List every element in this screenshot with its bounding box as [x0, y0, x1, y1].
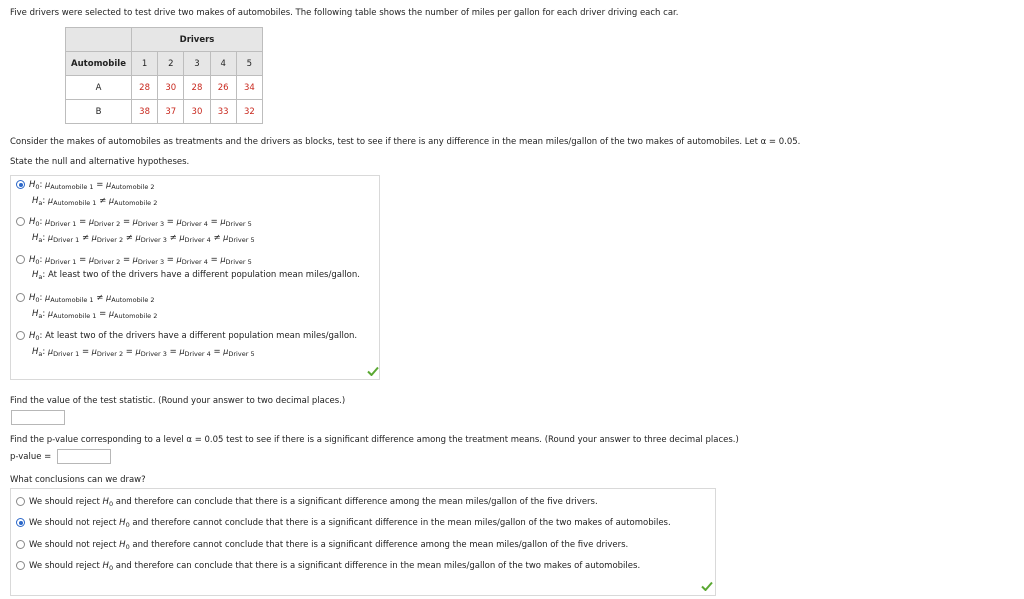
driver-col-header: 1	[132, 52, 158, 76]
conclusion-radio-2[interactable]	[16, 518, 25, 527]
table-cell: 28	[132, 76, 158, 100]
state-prompt: State the null and alternative hypotheses.	[10, 157, 190, 167]
hypothesis-radio-4[interactable]	[16, 293, 25, 302]
table-cell: 28	[184, 76, 210, 100]
hypothesis-radio-2[interactable]	[16, 217, 25, 226]
table-cell: 33	[210, 100, 236, 124]
option2-h0: $H_0$: $\mu_{Driver 1} = \mu_{Driver 2} = \mu_{Driver 3} = \mu_{Driver 4} = \mu_{Driver 5}$	[29, 217, 252, 228]
table-cell: 34	[236, 76, 262, 100]
option3-h0: $H_0$: $\mu_{Driver 1} = \mu_{Driver 2} = \mu_{Driver 3} = \mu_{Driver 4} = \mu_{Driver 5}$	[29, 255, 252, 266]
intro-text: Five drivers were selected to test drive two makes of automobiles. The following table shows the number of miles per gallon for each driver driving each car.	[10, 8, 679, 18]
option4-ha: $H_a$: $\mu_{Automobile 1} = \mu_{Automobile 2}$	[32, 309, 158, 320]
driver-col-header: 2	[158, 52, 184, 76]
automobile-header: Automobile	[66, 52, 132, 76]
correct-check-icon	[701, 581, 713, 591]
hypotheses-options-box	[10, 175, 380, 380]
table-cell: 38	[132, 100, 158, 124]
option1-h0: $H_0$: $\mu_{Automobile 1} = \mu_{Automobile 2}$	[29, 180, 155, 191]
conclusion-prompt: What conclusions can we draw?	[10, 475, 146, 485]
conclusions-options-box	[10, 488, 716, 596]
conclusion-option-3: We should not reject $H_0$ and therefore cannot conclude that there is a significant difference among the mean miles/gallon of the five drivers.	[29, 540, 629, 551]
option2-ha: $H_a$: $\mu_{Driver 1} \ne \mu_{Driver 2} \ne \mu_{Driver 3} \ne \mu_{Driver 4} \ne \mu_{Driver 5}$	[32, 233, 255, 244]
test-stat-input[interactable]	[11, 410, 65, 425]
driver-col-header: 3	[184, 52, 210, 76]
table-cell: 32	[236, 100, 262, 124]
table-cell: 30	[184, 100, 210, 124]
conclusion-radio-1[interactable]	[16, 497, 25, 506]
pvalue-label: p-value =	[10, 452, 52, 462]
consider-text: Consider the makes of automobiles as treatments and the drivers as blocks, test to see if there is any difference in the mean miles/gallon of the two makes of automobiles. Let α = 0.05.	[10, 137, 801, 147]
option3-ha: $H_a$: At least two of the drivers have a different population mean miles/gallon.	[32, 270, 360, 281]
conclusion-radio-4[interactable]	[16, 561, 25, 570]
pvalue-prompt: Find the p-value corresponding to a level α = 0.05 test to see if there is a significant difference among the treatment means. (Round your answer to three decimal places.)	[10, 435, 739, 445]
driver-col-header: 4	[210, 52, 236, 76]
pvalue-input[interactable]	[57, 449, 111, 464]
row-label: B	[66, 100, 132, 124]
row-label: A	[66, 76, 132, 100]
option1-ha: $H_a$: $\mu_{Automobile 1} \ne \mu_{Automobile 2}$	[32, 196, 158, 207]
table-corner	[66, 28, 132, 52]
driver-col-header: 5	[236, 52, 262, 76]
option4-h0: $H_0$: $\mu_{Automobile 1} \ne \mu_{Automobile 2}$	[29, 293, 155, 304]
table-row	[66, 100, 263, 124]
option5-h0: $H_0$: At least two of the drivers have a different population mean miles/gallon.	[29, 331, 358, 342]
hypothesis-radio-1[interactable]	[16, 180, 25, 189]
conclusion-radio-3[interactable]	[16, 540, 25, 549]
table-row	[66, 76, 263, 100]
test-stat-prompt: Find the value of the test statistic. (Round your answer to two decimal places.)	[10, 396, 346, 406]
conclusion-option-2: We should not reject $H_0$ and therefore cannot conclude that there is a significant difference in the mean miles/gallon of the two makes of automobiles.	[29, 518, 671, 529]
mpg-table	[65, 27, 263, 124]
conclusion-option-4: We should reject $H_0$ and therefore can conclude that there is a significant difference in the mean miles/gallon of the two makes of automobiles.	[29, 561, 641, 572]
table-cell: 30	[158, 76, 184, 100]
hypothesis-radio-5[interactable]	[16, 331, 25, 340]
table-cell: 37	[158, 100, 184, 124]
correct-check-icon	[367, 366, 379, 376]
table-cell: 26	[210, 76, 236, 100]
drivers-header: Drivers	[132, 28, 263, 52]
option5-ha: $H_a$: $\mu_{Driver 1} = \mu_{Driver 2} = \mu_{Driver 3} = \mu_{Driver 4} = \mu_{Driver 5}$	[32, 347, 255, 358]
hypothesis-radio-3[interactable]	[16, 255, 25, 264]
conclusion-option-1: We should reject $H_0$ and therefore can conclude that there is a significant difference among the mean miles/gallon of the five drivers.	[29, 497, 598, 508]
